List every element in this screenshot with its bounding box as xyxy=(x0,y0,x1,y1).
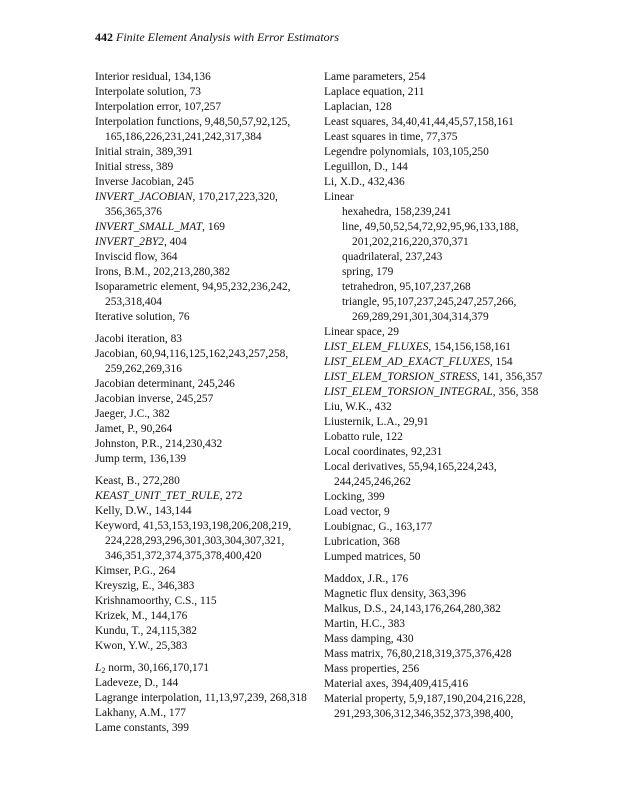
index-entry: Jamet, P., 90,264 xyxy=(95,423,173,435)
index-entry: Jacobi iteration, 83 xyxy=(95,333,182,345)
index-entry: Laplacian, 128 xyxy=(324,101,392,113)
index-entry: Krishnamoorthy, C.S., 115 xyxy=(95,595,217,607)
index-page-refs: , 169 xyxy=(202,221,225,233)
index-entry: Initial strain, 389,391 xyxy=(95,146,194,158)
index-entry: Magnetic flux density, 363,396 xyxy=(324,588,466,600)
page-number: 442 xyxy=(95,30,113,44)
index-entry: Malkus, D.S., 24,143,176,264,280,382 xyxy=(324,603,501,615)
index-entry: Locking, 399 xyxy=(324,491,385,503)
index-entry: Leguillon, D., 144 xyxy=(324,161,408,173)
index-entry xyxy=(95,235,310,250)
index-entry: Least squares, 34,40,41,44,45,57,158,161 xyxy=(324,116,514,128)
index-entry: Mass properties, 256 xyxy=(324,663,420,675)
index-entry: Initial stress, 389 xyxy=(95,161,174,173)
index-entry: Linear space, 29 xyxy=(324,326,399,338)
index-term-code: LIST_ELEM_TORSION_INTEGRAL xyxy=(324,386,493,398)
index-entry: Liusternik, L.A., 29,91 xyxy=(324,416,429,428)
index-term-code: INVERT_2BY2 xyxy=(95,236,164,248)
index-entry: Inverse Jacobian, 245 xyxy=(95,176,195,188)
index-term-code: INVERT_JACOBIAN xyxy=(95,191,193,203)
index-entry: Keast, B., 272,280 xyxy=(95,475,180,487)
index-column-right xyxy=(324,70,549,722)
index-entry: Maddox, J.R., 176 xyxy=(324,573,409,585)
index-sub-entry: triangle, 95,107,237,245,247,257,266, 269,289,291,301,304,314,379 xyxy=(342,296,517,323)
index-entry: Lobatto rule, 122 xyxy=(324,431,403,443)
index-term-code: INVERT_SMALL_MAT xyxy=(95,221,203,233)
index-entry: Kimser, P.G., 264 xyxy=(95,565,176,577)
index-page-refs: , 404 xyxy=(163,236,187,248)
index-entry: Interpolation functions, 9,48,50,57,92,125, 165,186,226,231,241,242,317,384 xyxy=(95,116,291,143)
index-entry: Lame parameters, 254 xyxy=(324,71,426,83)
index-entry xyxy=(95,489,310,504)
index-entry: Kreyszig, E., 346,383 xyxy=(95,580,195,592)
index-page-refs: , 141, 356,357 xyxy=(476,371,543,383)
index-sub-entry: quadrilateral, 237,243 xyxy=(342,251,443,263)
index-entry: Interpolation error, 107,257 xyxy=(95,101,222,113)
index-entry: Local derivatives, 55,94,165,224,243, 244,245,246,262 xyxy=(324,461,497,488)
index-entry: Material property, 5,9,187,190,204,216,228, 291,293,306,312,346,352,373,398,400, xyxy=(324,693,526,720)
index-entry: Keyword, 41,53,153,193,198,206,208,219, 224,228,293,296,301,303,304,307,321, 346,351,372,374,375,378,400,420 xyxy=(95,520,292,562)
index-entry xyxy=(324,370,549,385)
index-page-refs: , 356, 358 xyxy=(492,386,539,398)
index-entry: Lubrication, 368 xyxy=(324,536,400,548)
index-entry: Mass matrix, 76,80,218,319,375,376,428 xyxy=(324,648,512,660)
index-entry xyxy=(95,190,310,220)
index-sub-entry: line, 49,50,52,54,72,92,95,96,133,188, 201,202,216,220,370,371 xyxy=(342,221,519,248)
index-entry: Laplace equation, 211 xyxy=(324,86,425,98)
index-entry: Jump term, 136,139 xyxy=(95,453,187,465)
index-sub-entry: spring, 179 xyxy=(342,266,394,278)
index-entry: Johnston, P.R., 214,230,432 xyxy=(95,438,223,450)
index-entry: Isoparametric element, 94,95,232,236,242, 253,318,404 xyxy=(95,281,291,308)
index-entry: Inviscid flow, 364 xyxy=(95,251,178,263)
index-entry: Jacobian determinant, 245,246 xyxy=(95,378,235,390)
index-page-refs: , 154,156,158,161 xyxy=(428,341,512,353)
index-entry xyxy=(324,340,549,355)
running-header xyxy=(95,30,339,45)
index-page-refs: , 154 xyxy=(489,356,513,368)
index-entry: Kelly, D.W., 143,144 xyxy=(95,505,192,517)
book-title: Finite Element Analysis with Error Estimators xyxy=(116,30,339,44)
index-entry: $L_2$ norm, 30,166,170,171 xyxy=(95,662,210,675)
index-entry: Martin, H.C., 383 xyxy=(324,618,405,630)
index-entry: Krizek, M., 144,176 xyxy=(95,610,188,622)
index-entry: Loubignac, G., 163,177 xyxy=(324,521,433,533)
index-entry: Liu, W.K., 432 xyxy=(324,401,392,413)
index-entry: Jacobian, 60,94,116,125,162,243,257,258, 259,262,269,316 xyxy=(95,348,289,375)
index-entry: Legendre polynomials, 103,105,250 xyxy=(324,146,489,158)
index-entry: Jaeger, J.C., 382 xyxy=(95,408,170,420)
index-entry xyxy=(324,355,549,370)
index-entry xyxy=(95,220,310,235)
index-term-code: KEAST_UNIT_TET_RULE xyxy=(95,490,220,502)
index-entry: Least squares in time, 77,375 xyxy=(324,131,458,143)
index-entry: Irons, B.M., 202,213,280,382 xyxy=(95,266,231,278)
index-sub-entry: tetrahedron, 95,107,237,268 xyxy=(342,281,471,293)
index-entry: Load vector, 9 xyxy=(324,506,390,518)
index-entry xyxy=(324,385,549,400)
index-column-left xyxy=(95,70,310,736)
index-entry: Ladeveze, D., 144 xyxy=(95,677,179,689)
index-page-refs: , 170,217,223,320, 356,365,376 xyxy=(105,191,278,218)
index-entry: Mass damping, 430 xyxy=(324,633,414,645)
index-entry: Lagrange interpolation, 11,13,97,239, 268,318 xyxy=(95,692,307,704)
index-entry: Interpolate solution, 73 xyxy=(95,86,201,98)
index-entry: Iterative solution, 76 xyxy=(95,311,190,323)
index-term-code: LIST_ELEM_TORSION_STRESS xyxy=(324,371,477,383)
index-entry: Local coordinates, 92,231 xyxy=(324,446,443,458)
index-term-code: LIST_ELEM_FLUXES xyxy=(324,341,429,353)
index-entry: Lame constants, 399 xyxy=(95,722,189,734)
index-entry: Linear xyxy=(324,191,354,203)
index-entry: Jacobian inverse, 245,257 xyxy=(95,393,214,405)
index-entry: Lakhany, A.M., 177 xyxy=(95,707,187,719)
index-entry: Lumped matrices, 50 xyxy=(324,551,421,563)
index-page-refs: , 272 xyxy=(219,490,243,502)
index-entry: Kwon, Y.W., 25,383 xyxy=(95,640,188,652)
index-term-code: LIST_ELEM_AD_EXACT_FLUXES xyxy=(324,356,490,368)
index-entry: Li, X.D., 432,436 xyxy=(324,176,405,188)
index-sub-entry: hexahedra, 158,239,241 xyxy=(342,206,452,218)
index-entry: Kundu, T., 24,115,382 xyxy=(95,625,197,637)
index-entry: Interior residual, 134,136 xyxy=(95,71,211,83)
index-entry: Material axes, 394,409,415,416 xyxy=(324,678,469,690)
